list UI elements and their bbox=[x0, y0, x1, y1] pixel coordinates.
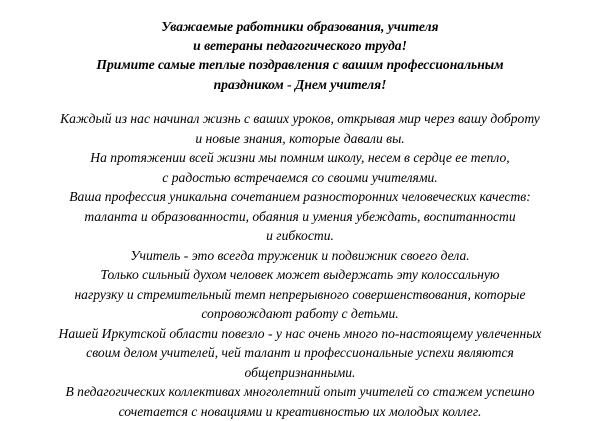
body-line: общепризнанными. bbox=[0, 363, 600, 383]
body-line: В педагогических коллективах многолетний опыт учителей со стажем успешно bbox=[0, 382, 600, 402]
body-line: Учитель - это всегда труженик и подвижник своего дела. bbox=[0, 246, 600, 266]
congratulation-body bbox=[0, 109, 600, 421]
greeting-line: Примите самые теплые поздравления с вашим профессиональным bbox=[0, 55, 600, 74]
greeting-line: праздником - Днем учителя! bbox=[0, 75, 600, 94]
body-line: сопровождают работу с детьми. bbox=[0, 304, 600, 324]
greeting-line: Уважаемые работники образования, учителя bbox=[0, 17, 600, 36]
body-line: Каждый из нас начинал жизнь с ваших уроков, открывая мир через вашу доброту bbox=[0, 109, 600, 129]
body-line: и новые знания, которые давали вы. bbox=[0, 129, 600, 149]
body-line: с радостью встречаемся со своими учителями. bbox=[0, 168, 600, 188]
body-line: своим делом учителей, чей талант и профессиональные успехи являются bbox=[0, 343, 600, 363]
body-line: На протяжении всей жизни мы помним школу, несем в сердце ее тепло, bbox=[0, 148, 600, 168]
body-line: нагрузку и стремительный темп непрерывного совершенствования, которые bbox=[0, 285, 600, 305]
body-line: Только сильный духом человек может выдержать эту колоссальную bbox=[0, 265, 600, 285]
body-line: Ваша профессия уникальна сочетанием разносторонних человеческих качеств: bbox=[0, 187, 600, 207]
body-line: сочетается с новациями и креативностью их молодых коллег. bbox=[0, 402, 600, 421]
body-line: таланта и образованности, обаяния и умения убеждать, воспитанности bbox=[0, 207, 600, 227]
greeting-line: и ветераны педагогического труда! bbox=[0, 36, 600, 55]
body-line: и гибкости. bbox=[0, 226, 600, 246]
body-line: Нашей Иркутской области повезло - у нас очень много по-настоящему увлеченных bbox=[0, 324, 600, 344]
greeting-heading bbox=[0, 17, 600, 94]
